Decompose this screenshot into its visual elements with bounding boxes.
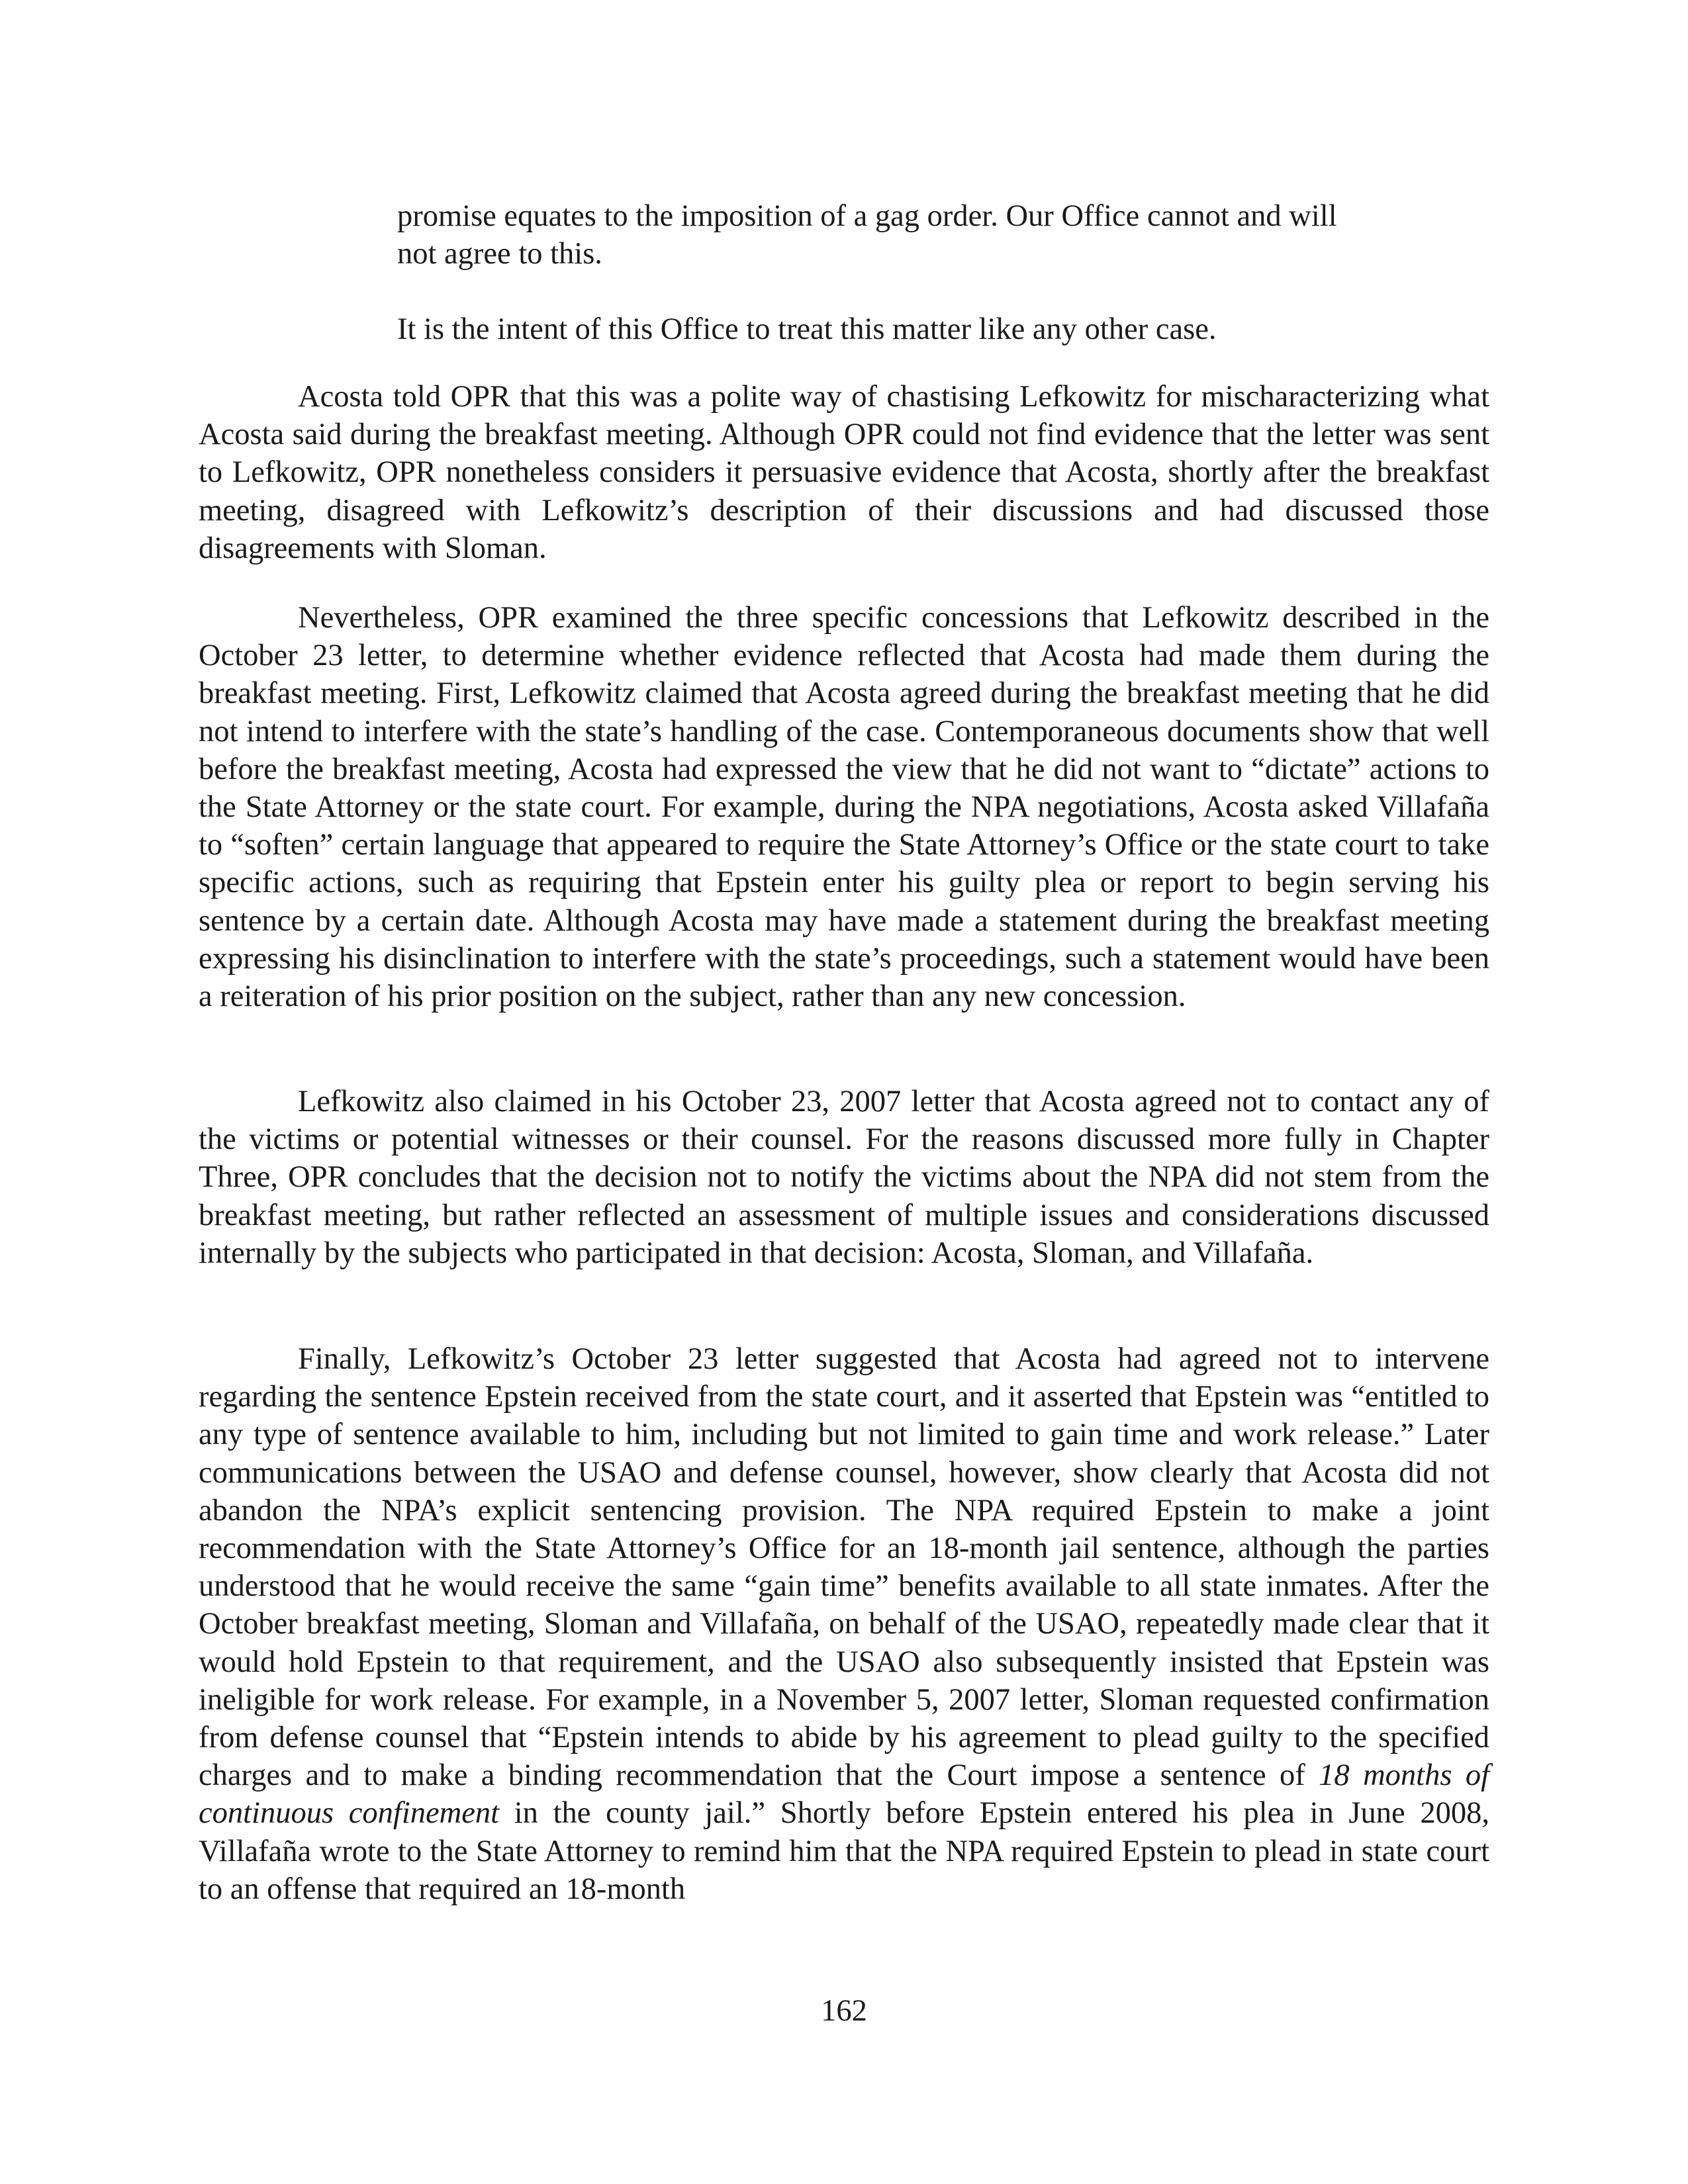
body-paragraph: Nevertheless, OPR examined the three specific concessions that Lefkowitz described in the October 23 letter, to determine whether evidence reflected that Acosta had made them during the breakfast meeting. First, Lefkowitz claimed that Acosta agreed during the breakfast meeting that he did not intend to interfere with the state’s handling of the case. Contemporaneous documents show that well before the breakfast meeting, Acosta had expressed the view that he did not want to “dictate” actions to the State Attorney or the state court. For example, during the NPA negotiations, Acosta asked Villafaña to “soften” certain language that appeared to require the State Attorney’s Office or the state court to take specific actions, such as requiring that Epstein enter his guilty plea or report to begin serving his sentence by a certain date. Although Acosta may have made a statement during the breakfast meeting expressing his disinclination to interfere with the state’s proceedings, such a statement would have been a reiteration of his prior position on the subject, rather than any new concession. — [199, 601, 1489, 1014]
paragraph-text: Finally, Lefkowitz’s October 23 letter suggested that Acosta had agreed not to intervene regarding the sentence Epstein received from the state court, and it asserted that Epstein was “entitled to any type of sentence available to him, including but not limited to gain time and work release.” Later communications between the USAO and defense counsel, however, show clearly that Acosta did not abandon the NPA’s explicit sentencing provision. The NPA required Epstein to make a joint recommendation with the State Attorney’s Office for an 18-month jail sentence, although the parties understood that he would receive the same “gain time” benefits available to all state inmates. After the October breakfast meeting, Sloman and Villafaña, on behalf of the USAO, repeatedly made clear that it would hold Epstein to that requirement, and the USAO also subsequently insisted that Epstein was ineligible for work release. For example, in a November 5, 2007 letter, Sloman requested confirmation from defense counsel that “Epstein intends to abide by his agreement to plead guilty to the specified charges and to make a binding recommendation that the Court impose a sentence of — [199, 1342, 1489, 1793]
body-paragraph: Acosta told OPR that this was a polite way of chastising Lefkowitz for mischaracterizing what Acosta said during the breakfast meeting. Although OPR could not find evidence that the letter was sent to Lefkowitz, OPR nonetheless considers it persuasive evidence that Acosta, shortly after the breakfast meeting, disagreed with Lefkowitz’s description of their discussions and had discussed those disagreements with Sloman. — [199, 380, 1489, 565]
body-paragraph: Lefkowitz also claimed in his October 23, 2007 letter that Acosta agreed not to contact any of the victims or potential witnesses or their counsel. For the reasons discussed more fully in Chapter Three, OPR concludes that the decision not to notify the victims about the NPA did not stem from the breakfast meeting, but rather reflected an assessment of multiple issues and considerations discussed internally by the subjects who participated in that decision: Acosta, Sloman, and Villafaña. — [199, 1085, 1489, 1270]
block-quote-closing: It is the intent of this Office to treat this matter like any other case. — [397, 312, 1217, 346]
emphasized-text: 18 months of continuous confinement — [199, 1758, 1489, 1831]
body-paragraph-final — [199, 1340, 1489, 1908]
page-number: 162 — [821, 1994, 867, 2028]
paragraph-text: in the county jail.” Shortly before Epstein entered his plea in June 2008, Villafaña wrote to the State Attorney to remind him that the NPA required Epstein to plead in state court to an offense that required an 18-month — [199, 1796, 1489, 1906]
block-quote-continuation: promise equates to the imposition of a gag order. Our Office cannot and will not agree to this. — [397, 199, 1337, 271]
